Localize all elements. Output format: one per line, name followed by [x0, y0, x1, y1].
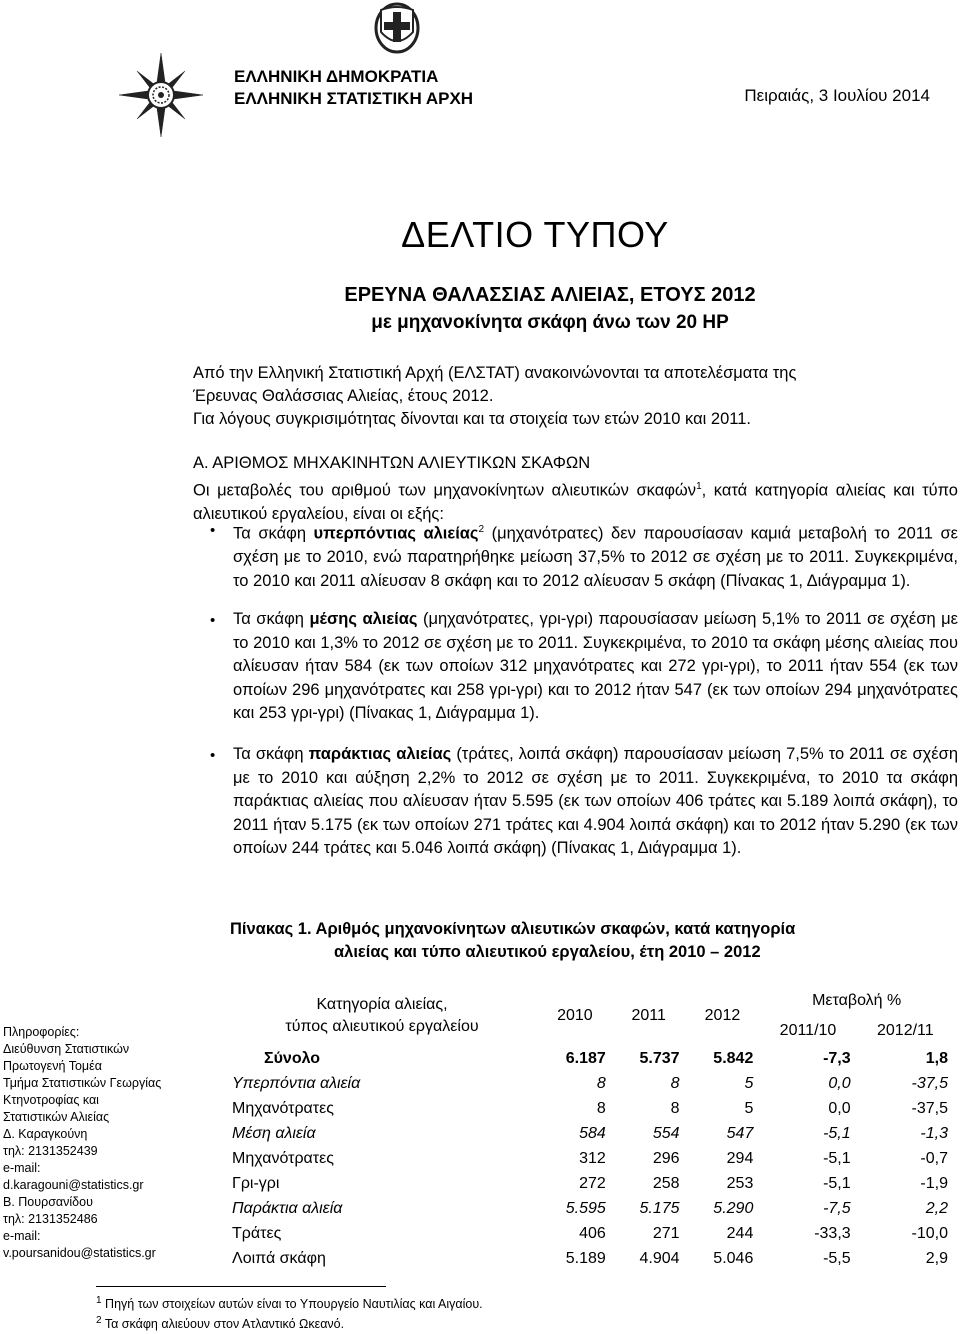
table-row: Παράκτια αλιεία 5.595 5.175 5.290 -7,5 2,2 [232, 1199, 948, 1217]
page-title: ΔΕΛΤΙΟ ΤΥΠΟΥ [401, 214, 669, 255]
org-subname: ΕΛΛΗΝΙΚΗ ΣΤΑΤΙΣΤΙΚΗ ΑΡΧΗ [234, 89, 474, 108]
bullet-paragraph-coastal: Τα σκάφη παράκτιας αλιείας (τράτες, λοιπά σκάφη) παρουσίασαν μείωση 7,5% το 2011 σε σχέση με το 2010 και αύξηση 2,2% το 2012 σε σχέση με το 2011. Συγκεκριμένα, το 2010 τα σκάφη παράκτιας αλιείας που αλίευσαν ήταν 5.595 (εκ των οποίων 406 τράτες και 5.189 λοιπά σκάφη), το 2011 ήταν 5.175 (εκ των οποίων 271 τράτες και 4.904 λοιπά σκάφη) και το 2012 ήταν 5.290 (εκ των οποίων 244 τράτες και 5.046 λοιπά σκάφη) (Πίνακας 1, Διάγραμμα 1). [233, 745, 959, 857]
table-row: Λοιπά σκάφη 5.189 4.904 5.046 -5,5 2,9 [232, 1249, 948, 1267]
header-2012: 2012 [704, 1007, 741, 1024]
bullet-paragraph-ocean: Τα σκάφη υπερπόντιας αλιείας$^2$ (μηχανότρατες) δεν παρουσίασαν καμιά μεταβολή το 2011 σε σχέση με το 2010, ενώ παρατηρήθηκε μείωση 37,5% το 2012 σε σχέση με το 2011. Συγκεκριμένα, το 2010 και 2011 αλίευσαν 8 σκάφη και το 2012 αλίευσαν 5 σκάφη (Πίνακας 1, Διάγραμμα 1). [233, 524, 958, 590]
header-2011: 2011 [631, 1007, 666, 1024]
release-date: Πειραιάς, 3 Ιουλίου 2014 [744, 86, 930, 105]
survey-subtitle: με μηχανοκίνητα σκάφη άνω των 20 HP [371, 312, 729, 333]
fishing-vessels-table [226, 986, 954, 1271]
header-category: Κατηγορία αλιείας, τύπος αλιευτικού εργαλείου [285, 996, 479, 1035]
header-change-2012-11: 2012/11 [877, 1022, 934, 1039]
compass-rose-logo [118, 52, 204, 138]
section-paragraph: Οι μεταβολές του αριθμού των μηχανοκίνητων αλιευτικών σκαφών$^1$, κατά κατηγορία αλιείας και τύπο αλιευτικού εργαλείου, είναι οι εξής: [193, 481, 958, 523]
intro-line-3: Για λόγους συγκρισιμότητας δίνονται και τα στοιχεία των ετών 2010 και 2011. [193, 410, 751, 428]
header-change: Μεταβολή % [812, 992, 902, 1009]
table-row: Μηχανότρατες 8 8 5 0,0 -37,5 [232, 1099, 948, 1117]
org-name: ΕΛΛΗΝΙΚΗ ΔΗΜΟΚΡΑΤΙΑ [234, 67, 439, 86]
table-row: Υπερπόντια αλιεία 8 8 5 0,0 -37,5 [232, 1074, 948, 1092]
intro-line-2: Έρευνας Θαλάσσιας Αλιείας, έτους 2012. [193, 387, 494, 405]
footnote-1: $^1$ Πηγή των στοιχείων αυτών είναι το Υπουργείο Ναυτιλίας και Αιγαίου. [96, 1295, 483, 1312]
survey-title: ΕΡΕΥΝΑ ΘΑΛΑΣΣΙΑΣ ΑΛΙΕΙΑΣ, ΕΤΟΥΣ 2012 [344, 284, 756, 306]
header-change-2011-10: 2011/10 [779, 1022, 837, 1039]
table-row: Τράτες 406 271 244 -33,3 -10,0 [232, 1224, 948, 1242]
table-caption: Πίνακας 1. Αριθμός μηχανοκίνητων αλιευτικών σκαφών, κατά κατηγορία αλιείας και τύπο αλιευτικού εργαλείου, έτη 2010 – 2012 [230, 920, 796, 961]
section-heading: Α. ΑΡΙΘΜΟΣ ΜΗΧΑΚΙΝΗΤΩΝ ΑΛΙΕΥΤΙΚΩΝ ΣΚΑΦΩΝ [193, 454, 591, 472]
table-row: Γρι-γρι 272 258 253 -5,1 -1,9 [232, 1174, 948, 1192]
bullet-icon: • [210, 522, 216, 539]
footnote-2: $^2$ Τα σκάφη αλιεύουν στον Ατλαντικό Ωκεανό. [96, 1315, 345, 1332]
bullet-paragraph-medium: Τα σκάφη μέσης αλιείας (μηχανότρατες, γρι-γρι) παρουσίασαν μείωση 5,1% το 2011 σε σχέση με το 2010 και 1,3% το 2012 σε σχέση με το 2011. Συγκεκριμένα, το 2010 τα σκάφη μέσης αλιείας που αλίευσαν ήταν 584 (εκ των οποίων 312 μηχανότρατες και 272 γρι-γρι), το 2011 ήταν 554 (εκ των οποίων 296 μηχανότρατες και 258 γρι-γρι) και το 2012 ήταν 547 (εκ των οποίων 294 μηχανότρατες και 253 γρι-γρι) (Πίνακας 1, Διάγραμμα 1). [233, 610, 958, 722]
footnote-divider [96, 1286, 386, 1287]
greek-emblem-logo [374, 2, 420, 54]
table-row: Μέση αλιεία 584 554 547 -5,1 -1,3 [232, 1124, 948, 1142]
header-2010: 2010 [557, 1007, 593, 1024]
contact-info: Πληροφορίες: Διεύθυνση Στατιστικών Πρωτογενή Τομέα Τμήμα Στατιστικών Γεωργίας Κτηνοτροφίας και Στατιστικών Αλιείας Δ. Καραγκούνη τηλ: 2131352439 e-mail: d.karagouni@statistics.gr Β. Πουρσανίδου τηλ: 2131352486 e-mail: v.poursanidou@statistics.gr [3, 1025, 162, 1260]
bullet-icon: • [210, 612, 216, 629]
intro-line-1: Από την Ελληνική Στατιστική Αρχή (ΕΛΣΤΑΤ) ανακοινώνονται τα αποτελέσματα της [193, 364, 797, 382]
bullet-icon: • [210, 747, 216, 764]
table-row: Σύνολο 6.187 5.737 5.842 -7,3 1,8 [264, 1049, 948, 1067]
table-row: Μηχανότρατες 312 296 294 -5,1 -0,7 [232, 1149, 948, 1167]
